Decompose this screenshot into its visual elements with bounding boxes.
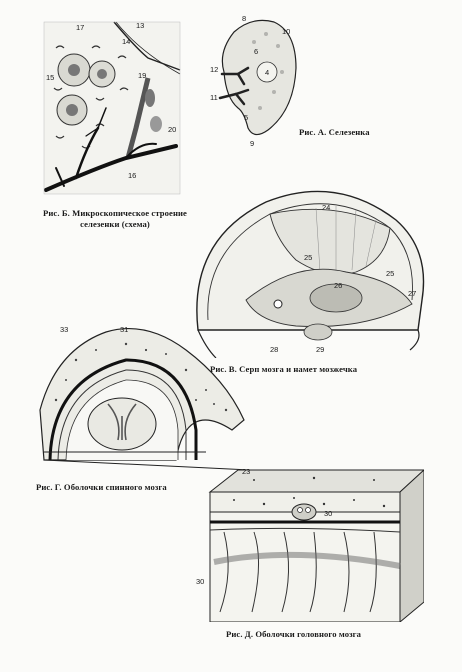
caption-fig-v: Рис. В. Серп мозга и намет мозжечка <box>210 364 358 374</box>
label-5: 5 <box>244 113 249 122</box>
label-24: 24 <box>322 203 331 212</box>
label-17: 17 <box>76 23 85 32</box>
brain-meninges-drawing <box>194 462 424 622</box>
label-31: 31 <box>120 325 129 334</box>
figure-spinal-meninges <box>36 320 250 472</box>
spleen-microscopic-drawing <box>36 18 186 198</box>
label-30b: 30 <box>196 577 205 586</box>
label-12: 12 <box>210 65 219 74</box>
label-26: 26 <box>334 281 343 290</box>
caption-fig-b-line1: Рис. Б. Микроскопическое строение <box>43 208 187 218</box>
caption-fig-a: Рис. А. Селезенка <box>299 127 370 137</box>
figure-spleen <box>204 12 304 150</box>
spleen-drawing <box>204 12 304 150</box>
caption-fig-g: Рис. Г. Оболочки спинного мозга <box>36 482 167 492</box>
caption-fig-d: Рис. Д. Оболочки головного мозга <box>226 629 362 639</box>
label-28: 28 <box>270 345 279 354</box>
label-20: 20 <box>168 125 177 134</box>
label-14: 14 <box>122 37 131 46</box>
label-6: 6 <box>254 47 259 56</box>
label-23: 23 <box>242 467 251 476</box>
caption-fig-b <box>30 208 200 230</box>
label-25a: 25 <box>304 253 313 262</box>
label-25b: 25 <box>386 269 395 278</box>
label-27: 27 <box>408 289 417 298</box>
label-29: 29 <box>316 345 325 354</box>
caption-fig-b-line2: селезенки (схема) <box>80 219 150 229</box>
label-16: 16 <box>128 171 137 180</box>
label-19: 19 <box>138 71 147 80</box>
label-8: 8 <box>242 14 247 23</box>
spinal-meninges-drawing <box>36 320 250 472</box>
figure-spleen-microscopic <box>36 18 186 198</box>
figure-brain-meninges <box>194 462 424 622</box>
label-13: 13 <box>136 21 145 30</box>
label-15: 15 <box>46 73 55 82</box>
label-9: 9 <box>250 139 255 148</box>
label-10: 10 <box>282 27 291 36</box>
label-11: 11 <box>210 93 218 102</box>
label-30a: 30 <box>324 509 333 518</box>
label-4: 4 <box>265 68 270 77</box>
label-33: 33 <box>60 325 69 334</box>
